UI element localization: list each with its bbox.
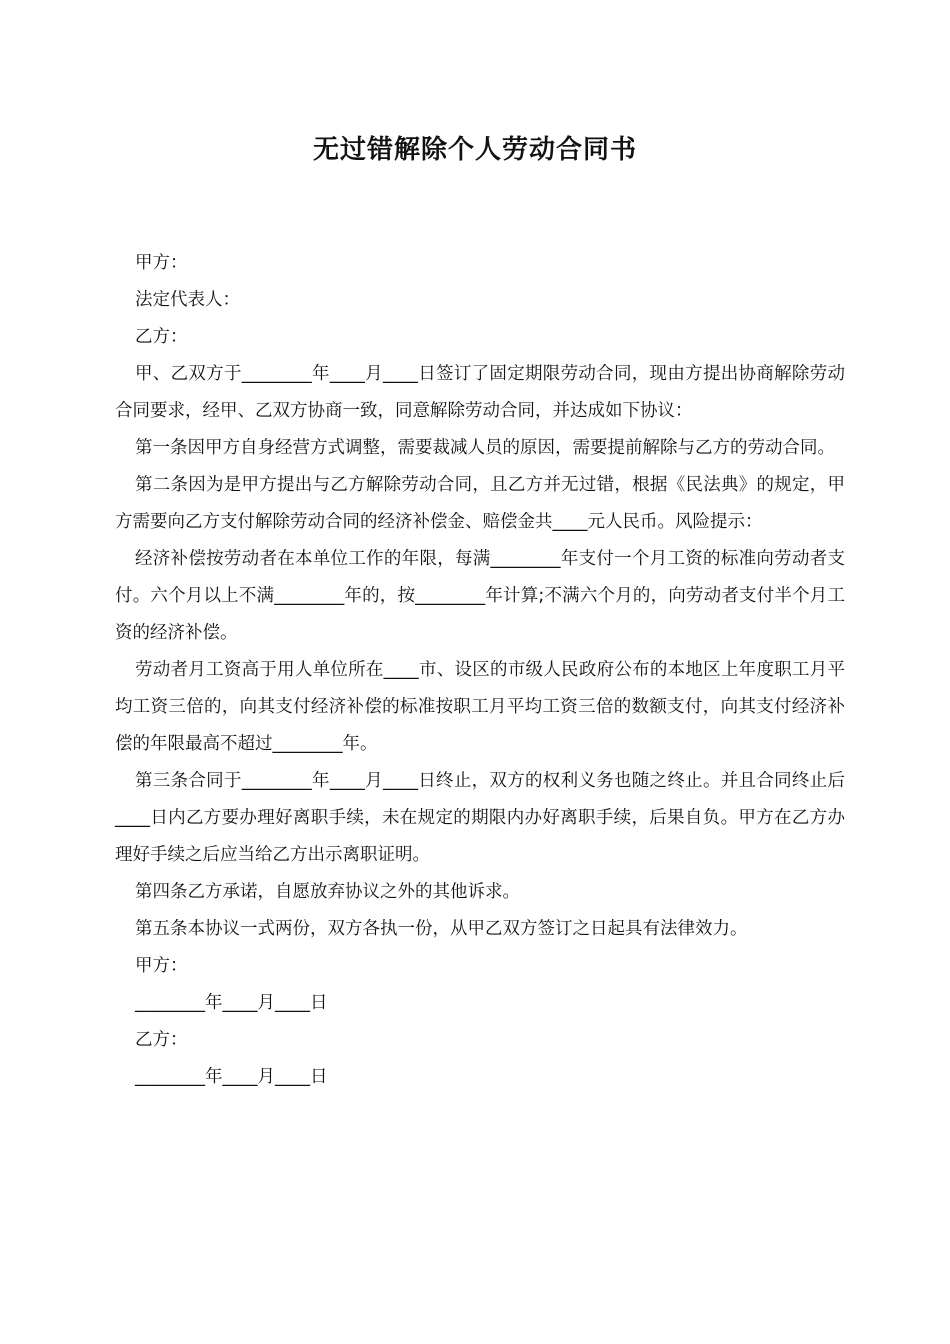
signature-date-b: ________年____月____日 xyxy=(135,1067,328,1087)
article-4: 第四条乙方承诺，自愿放弃协议之外的其他诉求。 xyxy=(135,882,520,902)
document-body xyxy=(115,245,845,1096)
legal-representative-label: 法定代表人： xyxy=(135,290,240,310)
article-2: 第二条因为是甲方提出与乙方解除劳动合同，且乙方并无过错，根据《民法典》的规定，甲方需要向乙方支付解除劳动合同的经济补偿金、赔偿金共____元人民币。风险提示： xyxy=(115,475,845,532)
signature-party-b: 乙方： xyxy=(135,1030,188,1050)
compensation-paragraph: 经济补偿按劳动者在本单位工作的年限，每满________年支付一个月工资的标准向劳动者支付。六个月以上不满________年的，按________年计算;不满六个月的，向劳动者支付半个月工资的经济补偿。 xyxy=(115,549,845,643)
party-a-label: 甲方： xyxy=(135,253,188,273)
signature-date-a: ________年____月____日 xyxy=(135,993,328,1013)
signature-party-a: 甲方： xyxy=(135,956,188,976)
article-1: 第一条因甲方自身经营方式调整，需要裁减人员的原因，需要提前解除与乙方的劳动合同。 xyxy=(135,438,835,458)
wage-cap-paragraph: 劳动者月工资高于用人单位所在____市、设区的市级人民政府公布的本地区上年度职工月平均工资三倍的，向其支付经济补偿的标准按职工月平均工资三倍的数额支付，向其支付经济补偿的年限最高不超过________年。 xyxy=(115,660,845,754)
document-title: 无过错解除个人劳动合同书 xyxy=(312,135,637,165)
preamble-paragraph: 甲、乙双方于________年____月____日签订了固定期限劳动合同，现由方提出协商解除劳动合同要求，经甲、乙双方协商一致，同意解除劳动合同，并达成如下协议： xyxy=(115,364,845,421)
article-3: 第三条合同于________年____月____日终止，双方的权利义务也随之终止。并且合同终止后____日内乙方要办理好离职手续，未在规定的期限内办好离职手续，后果自负。甲方在乙方办理好手续之后应当给乙方出示离职证明。 xyxy=(115,771,845,865)
article-5: 第五条本协议一式两份，双方各执一份，从甲乙双方签订之日起具有法律效力。 xyxy=(135,919,748,939)
party-b-label: 乙方： xyxy=(135,327,188,347)
